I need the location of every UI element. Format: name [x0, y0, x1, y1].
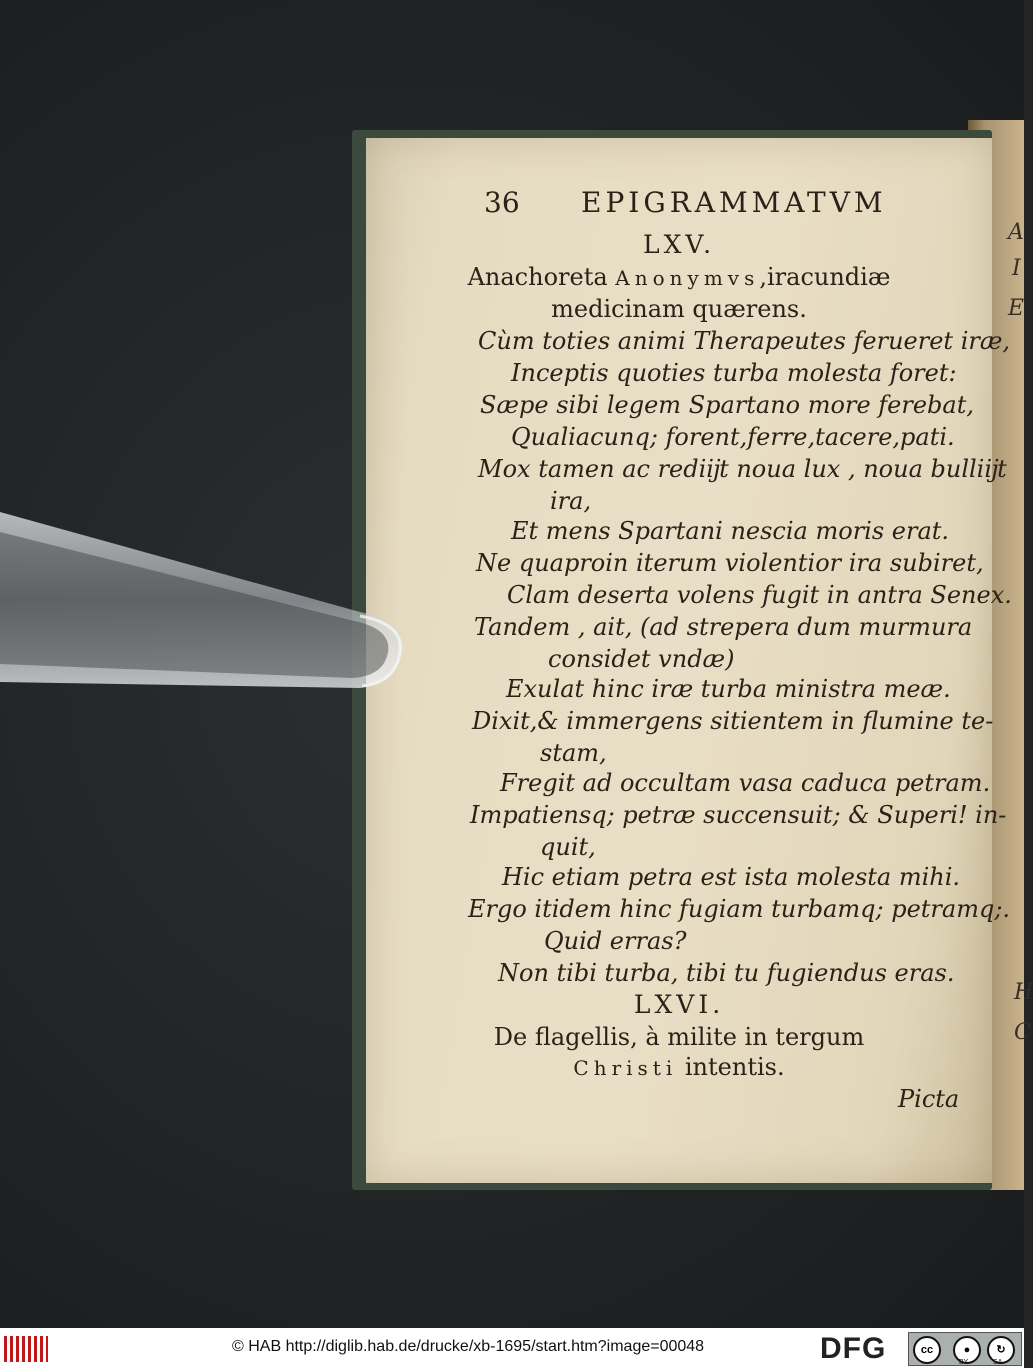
verse-line: Ne quaproin iterum violentior ira subiret, [476, 549, 984, 577]
title-name: Christi [573, 1056, 678, 1080]
epigram-title-line: De flagellis, à milite in tergum [493, 1023, 865, 1051]
verse-line: Ergo itidem hinc fugiam turbamq; petramq;. [468, 895, 1011, 923]
verse-line: considet vndæ) [548, 645, 735, 673]
epigram-title-line [366, 262, 992, 293]
epigram-title-line [366, 1052, 992, 1083]
verse-line: Dixit,& immergens sitientem in flumine te- [472, 707, 994, 735]
catchword: Picta [898, 1085, 960, 1113]
page-number: 36 [484, 186, 520, 219]
title-name: Anonymvs [615, 266, 760, 290]
sa-label: SA [993, 1359, 1003, 1366]
epigram-title-line: medicinam quærens. [551, 295, 807, 323]
verse-line: Hic etiam petra est ista molesta mihi. [502, 863, 961, 891]
dfg-logo: DFG [820, 1332, 887, 1365]
epigram-number: LXV. [642, 230, 716, 259]
cc-by-sa-badge[interactable] [908, 1332, 1022, 1366]
facing-page-edge: A I E H C [968, 120, 1024, 1190]
title-text: Anachoreta [467, 263, 616, 291]
verse-line: Inceptis quoties turba molesta foret: [511, 359, 957, 387]
verse-line: Impatiensq; petræ succensuit; & Superi! in- [470, 801, 1007, 829]
verse-line: Fregit ad occultam vasa caduca petram. [500, 769, 991, 797]
verse-line: Non tibi turba, tibi tu fugiendus eras. [498, 959, 955, 987]
footer-bar [0, 1328, 1024, 1368]
verse-line: Qualiacunq; forent,ferre,tacere,pati. [511, 423, 955, 451]
verse-line: Cùm toties animi Therapeutes ferueret iræ, [478, 327, 1011, 355]
copyright-url[interactable]: © HAB http://diglib.hab.de/drucke/xb-1695/start.htm?image=00048 [232, 1338, 705, 1355]
verse-line: Quid erras? [544, 927, 687, 955]
verse-line: quit, [540, 833, 596, 861]
page-holding-clip [0, 512, 408, 712]
epigram-number: LXVI. [633, 990, 725, 1019]
library-barcode-icon [4, 1336, 48, 1362]
verse-line: Et mens Spartani nescia moris erat. [511, 517, 950, 545]
book-page [366, 138, 1012, 1183]
verse-line: Exulat hinc iræ turba ministra meæ. [506, 675, 951, 703]
title-text: intentis. [677, 1053, 785, 1081]
page-text [366, 138, 1012, 1183]
verse-line: Tandem , ait, (ad strepera dum murmura [474, 613, 973, 641]
verse-line: Clam deserta volens fugit in antra Senex. [507, 581, 1012, 609]
verse-line: stam, [540, 739, 607, 767]
verse-line: ira, [550, 487, 592, 515]
title-text: ,iracundiæ [759, 263, 891, 291]
running-title: EPIGRAMMATVM [581, 186, 887, 219]
attribution-icon: ● [953, 1336, 981, 1364]
cc-icon: cc [913, 1336, 941, 1364]
verse-line: Mox tamen ac rediĳt noua lux , noua bulliĳt [478, 455, 1007, 483]
by-label: BY [959, 1359, 969, 1366]
verse-line: Sæpe sibi legem Spartano more ferebat, [480, 391, 974, 419]
share-alike-icon: ↻ [987, 1336, 1015, 1364]
